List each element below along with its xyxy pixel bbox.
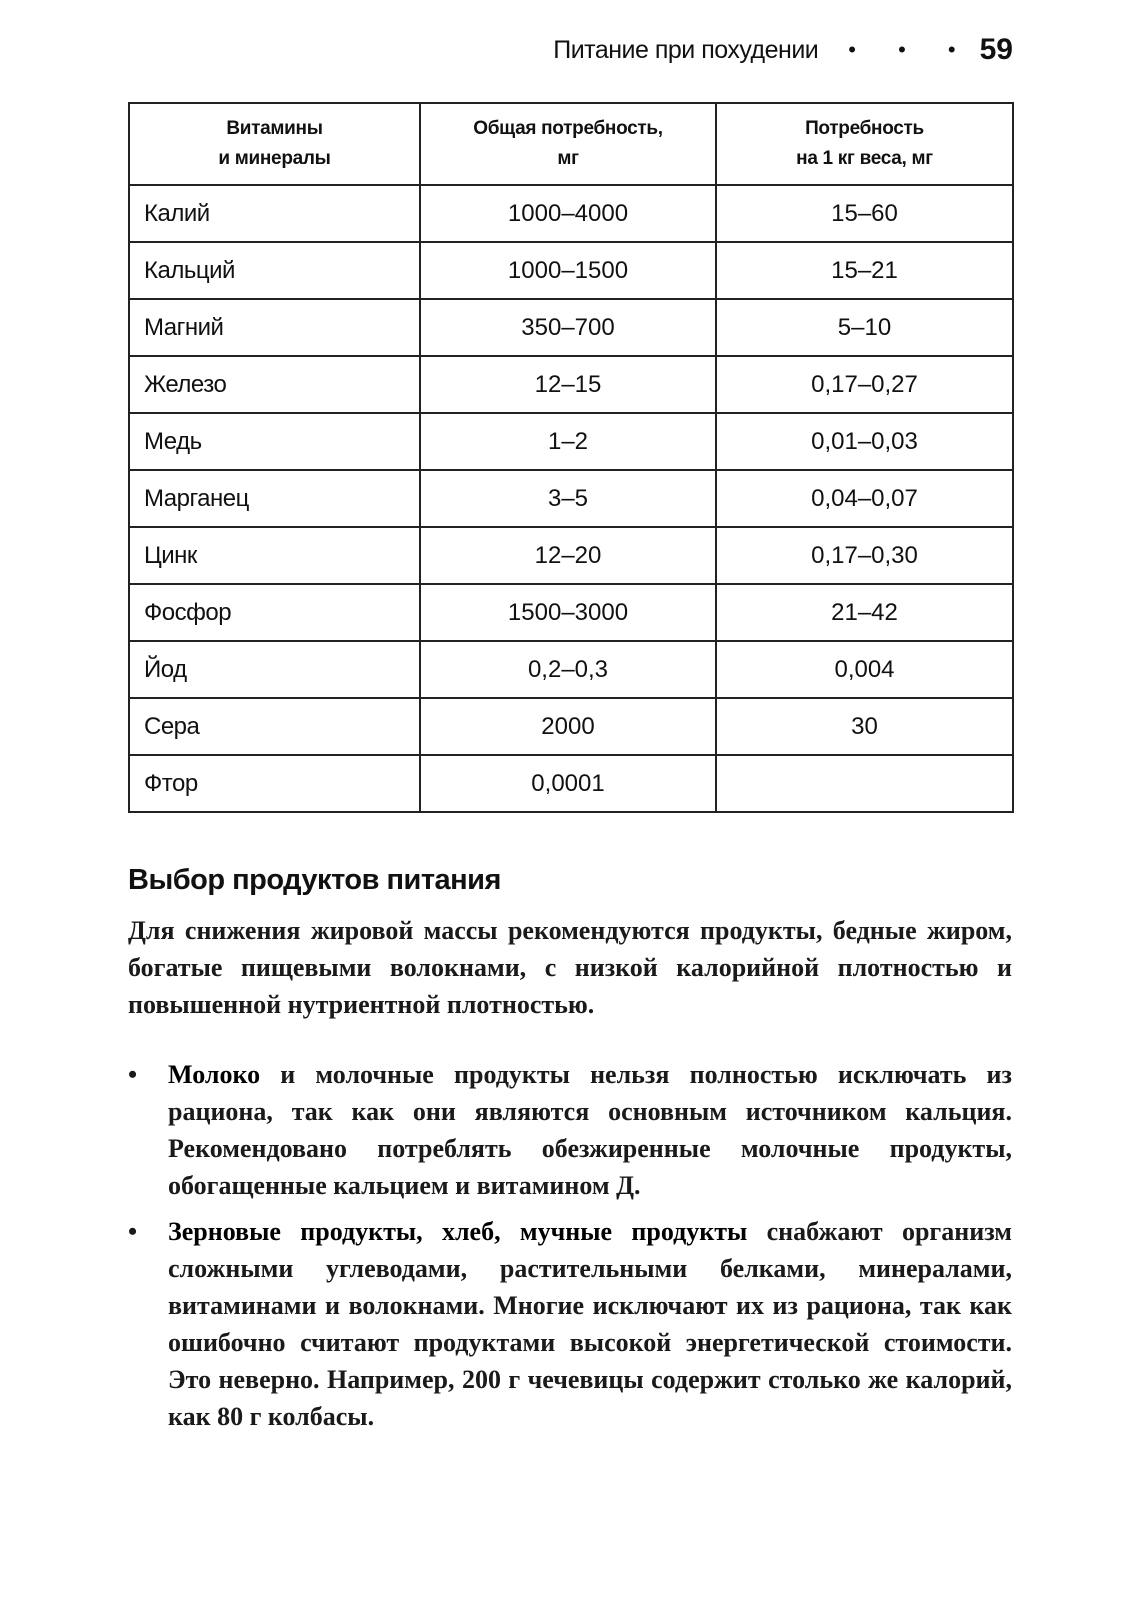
table-cell-nutrient: Фтор	[129, 755, 420, 812]
table-row	[129, 470, 1013, 527]
table-cell-need-per-kg	[716, 755, 1013, 812]
table-cell-need-per-kg: 0,17–0,27	[716, 356, 1013, 413]
bullet-list	[128, 1056, 1012, 1444]
section-title: Выбор продуктов питания	[128, 864, 501, 896]
table-cell-total-need: 0,2–0,3	[420, 641, 716, 698]
table-row	[129, 755, 1013, 812]
table-cell-total-need: 2000	[420, 698, 716, 755]
list-item	[128, 1056, 1012, 1204]
running-title: Питание при похудении	[553, 35, 819, 64]
table-cell-need-per-kg: 15–21	[716, 242, 1013, 299]
table-cell-nutrient: Калий	[129, 185, 420, 242]
bullet-text: и молочные продукты нельзя полностью исключать из рациона, так как они являются основным источником кальция. Рекомендовано потреблять обезжиренные молочные продукты, обогащенные кальцием и витамином Д.	[168, 1060, 1012, 1200]
table-cell-need-per-kg: 15–60	[716, 185, 1013, 242]
table-row	[129, 698, 1013, 755]
table-cell-need-per-kg: 0,17–0,30	[716, 527, 1013, 584]
table-cell-total-need: 350–700	[420, 299, 716, 356]
table-cell-nutrient: Кальций	[129, 242, 420, 299]
table-row	[129, 413, 1013, 470]
bullet-lead: Молоко	[168, 1060, 261, 1089]
table-row	[129, 242, 1013, 299]
table-row	[129, 185, 1013, 242]
nutrient-table	[128, 102, 1014, 813]
table-cell-total-need: 1–2	[420, 413, 716, 470]
column-header-line: на 1 кг веса, мг	[796, 148, 933, 169]
column-header-line: Витамины	[226, 118, 323, 139]
table-cell-total-need: 1000–4000	[420, 185, 716, 242]
table-cell-total-need: 1000–1500	[420, 242, 716, 299]
intro-paragraph: Для снижения жировой массы рекомендуются продукты, бедные жиром, богатые пищевыми волокнами, с низкой калорийной плотностью и повышенной нутриентной плотностью.	[128, 916, 1012, 1019]
table-cell-need-per-kg: 0,04–0,07	[716, 470, 1013, 527]
table-cell-need-per-kg: 0,004	[716, 641, 1013, 698]
table-cell-total-need: 0,0001	[420, 755, 716, 812]
table-cell-nutrient: Йод	[129, 641, 420, 698]
table-row	[129, 299, 1013, 356]
table-row	[129, 527, 1013, 584]
table-cell-nutrient: Фосфор	[129, 584, 420, 641]
column-header-line: мг	[557, 148, 579, 169]
table-cell-nutrient: Железо	[129, 356, 420, 413]
table-header-row	[129, 103, 1013, 185]
column-header-total-need	[420, 103, 716, 185]
table-cell-need-per-kg: 0,01–0,03	[716, 413, 1013, 470]
column-header-line: Потребность	[805, 118, 924, 139]
table-cell-nutrient: Медь	[129, 413, 420, 470]
bullet-text: снабжают организм сложными углеводами, растительными белками, минералами, витаминами и волокнами. Многие исключают их из рациона, так как ошибочно считают продуктами высокой энергетической стоимости. Это неверно. Например, 200 г чечевицы содержит столько же калорий, как 80 г колбасы.	[168, 1217, 1012, 1431]
table-cell-need-per-kg: 21–42	[716, 584, 1013, 641]
table-row	[129, 641, 1013, 698]
column-header-need-per-kg	[716, 103, 1013, 185]
table-cell-nutrient: Цинк	[129, 527, 420, 584]
column-header-line: и минералы	[218, 148, 331, 169]
bullet-mark: •	[128, 1060, 138, 1089]
table-cell-nutrient: Сера	[129, 698, 420, 755]
table-cell-total-need: 1500–3000	[420, 584, 716, 641]
nutrient-table-wrapper	[128, 102, 1014, 813]
table-cell-need-per-kg: 30	[716, 698, 1013, 755]
running-head	[128, 30, 1013, 70]
table-cell-need-per-kg: 5–10	[716, 299, 1013, 356]
table-cell-total-need: 12–20	[420, 527, 716, 584]
bullet-lead: Зерновые продукты, хлеб, мучные продукты	[168, 1217, 748, 1246]
page-number: 59	[979, 33, 1013, 66]
table-header	[129, 103, 1013, 185]
column-header-line: Общая потребность,	[473, 118, 663, 139]
bullet-mark: •	[128, 1217, 138, 1246]
column-header-nutrient	[129, 103, 420, 185]
table-cell-nutrient: Марганец	[129, 470, 420, 527]
table-cell-nutrient: Магний	[129, 299, 420, 356]
table-cell-total-need: 12–15	[420, 356, 716, 413]
table-cell-total-need: 3–5	[420, 470, 716, 527]
table-row	[129, 356, 1013, 413]
header-dots: • • •	[848, 37, 974, 62]
table-row	[129, 584, 1013, 641]
table-body	[129, 185, 1013, 812]
list-item	[128, 1213, 1012, 1435]
